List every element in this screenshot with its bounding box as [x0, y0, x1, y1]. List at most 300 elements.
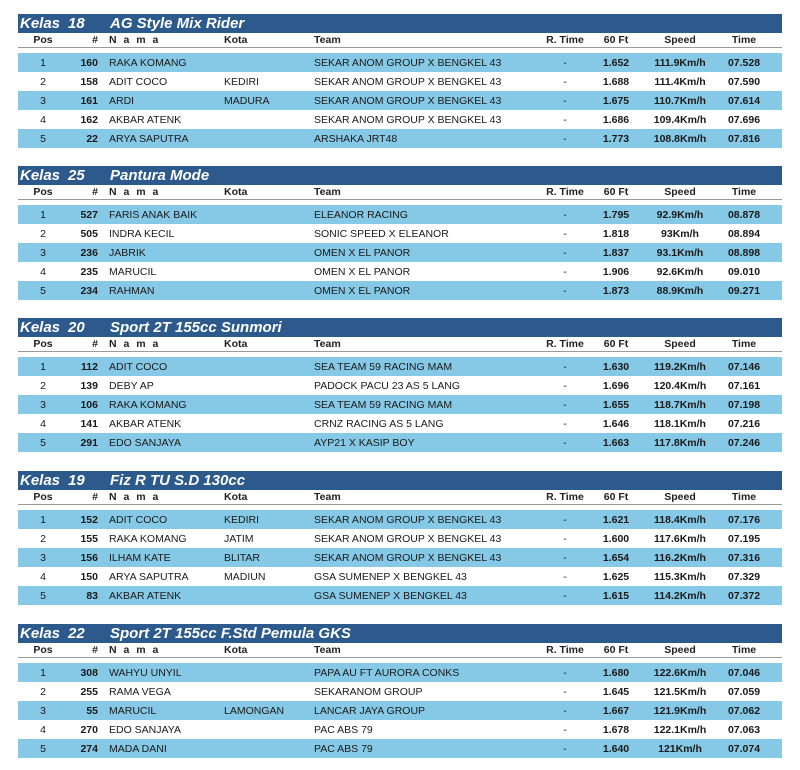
cell-nama: JABRIK: [109, 247, 146, 259]
column-header-kota: Kota: [224, 338, 248, 350]
cell-pos: 4: [40, 114, 46, 126]
table-row: [18, 567, 782, 586]
cell-pos: 2: [40, 380, 46, 392]
cell-num: 160: [80, 57, 98, 69]
cell-time: 07.059: [727, 686, 761, 698]
cell-team: SEKAR ANOM GROUP X BENGKEL 43: [314, 57, 502, 69]
table-row: [18, 72, 782, 91]
cell-team: AYP21 X KASIP BOY: [314, 437, 415, 449]
cell-nama: ARYA SAPUTRA: [109, 571, 189, 583]
cell-ft60: 1.630: [602, 361, 630, 373]
cell-time: 07.329: [727, 571, 761, 583]
column-header-rtime: R. Time: [546, 338, 584, 350]
cell-ft60: 1.667: [602, 705, 630, 717]
column-header-row: [18, 337, 782, 352]
column-header-ft60: 60 Ft: [603, 34, 629, 46]
cell-speed: 110.7Km/h: [654, 95, 706, 107]
cell-team: PAPA AU FT AURORA CONKS: [314, 667, 460, 679]
kelas-label: Kelas: [20, 472, 61, 489]
cell-kota: JATIM: [224, 533, 254, 545]
cell-speed: 93.1Km/h: [656, 247, 704, 259]
kelas-section: [18, 624, 782, 758]
column-header-ft60: 60 Ft: [603, 644, 629, 656]
cell-team: SEKAR ANOM GROUP X BENGKEL 43: [314, 533, 502, 545]
column-header-kota: Kota: [224, 186, 248, 198]
cell-speed: 92.6Km/h: [656, 266, 704, 278]
column-header-nama: N a m a: [109, 186, 161, 198]
cell-ft60: 1.621: [602, 514, 630, 526]
column-header-team: Team: [314, 491, 341, 503]
cell-ft60: 1.906: [602, 266, 630, 278]
cell-nama: DEBY AP: [109, 380, 154, 392]
column-header-team: Team: [314, 338, 341, 350]
cell-pos: 3: [40, 95, 46, 107]
cell-rtime: -: [563, 686, 567, 698]
column-header-rtime: R. Time: [546, 34, 584, 46]
table-row: [18, 701, 782, 720]
column-header-time: Time: [731, 644, 757, 656]
cell-nama: ARYA SAPUTRA: [109, 133, 189, 145]
cell-nama: MADA DANI: [109, 743, 167, 755]
cell-rtime: -: [563, 743, 567, 755]
cell-ft60: 1.837: [602, 247, 630, 259]
cell-num: 274: [80, 743, 98, 755]
cell-time: 09.010: [727, 266, 761, 278]
kelas-number: 18: [68, 15, 85, 32]
cell-team: GSA SUMENEP X BENGKEL 43: [314, 571, 467, 583]
cell-speed: 121Km/h: [658, 743, 702, 755]
kelas-section: [18, 166, 782, 300]
column-header-row: [18, 33, 782, 48]
table-row: [18, 376, 782, 395]
cell-team: SEKAR ANOM GROUP X BENGKEL 43: [314, 114, 502, 126]
column-header-kota: Kota: [224, 34, 248, 46]
cell-speed: 120.4Km/h: [653, 380, 707, 392]
column-header-num: #: [92, 338, 98, 350]
cell-time: 07.195: [727, 533, 761, 545]
cell-rtime: -: [563, 590, 567, 602]
table-row: [18, 682, 782, 701]
table-row: [18, 129, 782, 148]
table-row: [18, 91, 782, 110]
kelas-title: Fiz R TU S.D 130cc: [110, 472, 246, 489]
cell-rtime: -: [563, 76, 567, 88]
cell-ft60: 1.640: [602, 743, 630, 755]
cell-speed: 115.3Km/h: [654, 571, 706, 583]
cell-ft60: 1.663: [602, 437, 630, 449]
cell-num: 161: [80, 95, 98, 107]
cell-rtime: -: [563, 552, 567, 564]
cell-pos: 5: [40, 437, 46, 449]
cell-speed: 116.2Km/h: [654, 552, 706, 564]
cell-num: 255: [80, 686, 98, 698]
cell-pos: 2: [40, 228, 46, 240]
cell-speed: 88.9Km/h: [656, 285, 704, 297]
cell-speed: 122.6Km/h: [653, 667, 707, 679]
table-row: [18, 243, 782, 262]
cell-num: 152: [80, 514, 98, 526]
cell-rtime: -: [563, 285, 567, 297]
cell-rtime: -: [563, 361, 567, 373]
cell-num: 308: [80, 667, 98, 679]
column-header-nama: N a m a: [109, 338, 161, 350]
cell-rtime: -: [563, 228, 567, 240]
cell-team: OMEN X EL PANOR: [314, 266, 411, 278]
cell-ft60: 1.615: [602, 590, 630, 602]
cell-nama: ILHAM KATE: [109, 552, 171, 564]
cell-team: ARSHAKA JRT48: [314, 133, 398, 145]
column-header-rtime: R. Time: [546, 186, 584, 198]
cell-nama: EDO SANJAYA: [109, 437, 181, 449]
cell-time: 07.696: [727, 114, 761, 126]
column-header-team: Team: [314, 644, 341, 656]
cell-nama: RAKA KOMANG: [109, 399, 187, 411]
cell-num: 150: [80, 571, 98, 583]
cell-nama: AKBAR ATENK: [109, 590, 182, 602]
table-row: [18, 433, 782, 452]
cell-kota: MADIUN: [224, 571, 266, 583]
kelas-number: 22: [68, 625, 85, 642]
cell-time: 07.046: [727, 667, 761, 679]
column-header-time: Time: [731, 491, 757, 503]
kelas-label: Kelas: [20, 167, 61, 184]
cell-pos: 1: [40, 514, 46, 526]
cell-ft60: 1.696: [602, 380, 630, 392]
cell-kota: MADURA: [224, 95, 270, 107]
cell-time: 08.894: [727, 228, 761, 240]
cell-rtime: -: [563, 667, 567, 679]
kelas-title-bar: [18, 14, 782, 33]
cell-speed: 117.8Km/h: [654, 437, 706, 449]
cell-num: 141: [80, 418, 98, 430]
table-row: [18, 663, 782, 682]
column-header-time: Time: [731, 338, 757, 350]
cell-rtime: -: [563, 380, 567, 392]
cell-time: 07.062: [727, 705, 761, 717]
cell-num: 156: [80, 552, 98, 564]
table-row: [18, 53, 782, 72]
cell-pos: 4: [40, 571, 46, 583]
cell-ft60: 1.625: [602, 571, 630, 583]
cell-speed: 118.1Km/h: [654, 418, 706, 430]
cell-kota: KEDIRI: [224, 514, 260, 526]
table-row: [18, 586, 782, 605]
cell-rtime: -: [563, 57, 567, 69]
cell-time: 09.271: [727, 285, 761, 297]
cell-num: 505: [80, 228, 98, 240]
kelas-section: [18, 14, 782, 148]
table-row: [18, 357, 782, 376]
cell-team: PAC ABS 79: [314, 724, 373, 736]
cell-nama: WAHYU UNYIL: [109, 667, 182, 679]
column-header-team: Team: [314, 186, 341, 198]
cell-rtime: -: [563, 209, 567, 221]
cell-time: 07.246: [727, 437, 761, 449]
cell-ft60: 1.686: [602, 114, 630, 126]
cell-pos: 1: [40, 57, 46, 69]
column-header-num: #: [92, 186, 98, 198]
column-header-nama: N a m a: [109, 644, 161, 656]
cell-num: 55: [86, 705, 98, 717]
cell-team: OMEN X EL PANOR: [314, 285, 411, 297]
cell-num: 158: [80, 76, 98, 88]
column-header-ft60: 60 Ft: [603, 491, 629, 503]
cell-pos: 5: [40, 133, 46, 145]
cell-rtime: -: [563, 399, 567, 411]
cell-speed: 121.9Km/h: [653, 705, 707, 717]
cell-pos: 1: [40, 361, 46, 373]
cell-kota: KEDIRI: [224, 76, 260, 88]
cell-ft60: 1.818: [602, 228, 630, 240]
cell-nama: RAMA VEGA: [109, 686, 171, 698]
column-header-time: Time: [731, 34, 757, 46]
cell-ft60: 1.773: [602, 133, 630, 145]
cell-num: 527: [80, 209, 98, 221]
cell-speed: 121.5Km/h: [653, 686, 707, 698]
cell-num: 106: [80, 399, 98, 411]
column-header-nama: N a m a: [109, 491, 161, 503]
cell-speed: 119.2Km/h: [654, 361, 706, 373]
cell-speed: 122.1Km/h: [653, 724, 707, 736]
cell-rtime: -: [563, 418, 567, 430]
cell-ft60: 1.680: [602, 667, 630, 679]
cell-num: 291: [80, 437, 98, 449]
cell-pos: 4: [40, 724, 46, 736]
cell-team: SEKAR ANOM GROUP X BENGKEL 43: [314, 76, 502, 88]
kelas-number: 19: [68, 472, 85, 489]
table-row: [18, 224, 782, 243]
cell-pos: 1: [40, 667, 46, 679]
column-header-pos: Pos: [33, 644, 53, 656]
cell-nama: ADIT COCO: [109, 514, 168, 526]
column-header-pos: Pos: [33, 338, 53, 350]
column-header-row: [18, 490, 782, 505]
kelas-title-bar: [18, 471, 782, 490]
cell-team: SEA TEAM 59 RACING MAM: [314, 361, 453, 373]
cell-num: 139: [80, 380, 98, 392]
cell-num: 162: [80, 114, 98, 126]
cell-rtime: -: [563, 571, 567, 583]
column-header-num: #: [92, 644, 98, 656]
cell-pos: 4: [40, 266, 46, 278]
table-row: [18, 110, 782, 129]
cell-team: PAC ABS 79: [314, 743, 373, 755]
column-header-num: #: [92, 491, 98, 503]
cell-num: 83: [86, 590, 98, 602]
cell-nama: MARUCIL: [109, 266, 157, 278]
cell-nama: ADIT COCO: [109, 76, 168, 88]
kelas-title-bar: [18, 166, 782, 185]
cell-speed: 111.9Km/h: [654, 57, 706, 69]
table-row: [18, 548, 782, 567]
cell-nama: RAKA KOMANG: [109, 57, 187, 69]
cell-speed: 117.6Km/h: [654, 533, 706, 545]
column-header-speed: Speed: [664, 491, 696, 503]
cell-pos: 4: [40, 418, 46, 430]
cell-rtime: -: [563, 437, 567, 449]
cell-speed: 108.8Km/h: [653, 133, 707, 145]
cell-num: 236: [80, 247, 98, 259]
cell-time: 08.898: [727, 247, 761, 259]
table-row: [18, 529, 782, 548]
cell-team: LANCAR JAYA GROUP: [314, 705, 426, 717]
cell-pos: 3: [40, 705, 46, 717]
cell-rtime: -: [563, 514, 567, 526]
cell-speed: 118.4Km/h: [654, 514, 706, 526]
cell-speed: 118.7Km/h: [654, 399, 706, 411]
column-header-row: [18, 643, 782, 658]
column-header-rtime: R. Time: [546, 644, 584, 656]
cell-rtime: -: [563, 95, 567, 107]
cell-time: 07.590: [727, 76, 761, 88]
cell-team: SEKAR ANOM GROUP X BENGKEL 43: [314, 95, 502, 107]
column-header-pos: Pos: [33, 491, 53, 503]
cell-rtime: -: [563, 533, 567, 545]
column-header-num: #: [92, 34, 98, 46]
cell-time: 07.614: [727, 95, 761, 107]
table-row: [18, 510, 782, 529]
cell-ft60: 1.652: [602, 57, 630, 69]
kelas-label: Kelas: [20, 625, 61, 642]
cell-time: 07.063: [727, 724, 761, 736]
cell-nama: AKBAR ATENK: [109, 418, 182, 430]
cell-time: 07.146: [727, 361, 761, 373]
cell-pos: 3: [40, 247, 46, 259]
cell-team: SEKARANOM GROUP: [314, 686, 423, 698]
cell-ft60: 1.675: [602, 95, 630, 107]
cell-num: 112: [81, 361, 98, 373]
cell-nama: MARUCIL: [109, 705, 157, 717]
kelas-title: Pantura Mode: [110, 167, 210, 184]
cell-ft60: 1.645: [602, 686, 630, 698]
cell-pos: 2: [40, 533, 46, 545]
table-row: [18, 414, 782, 433]
table-row: [18, 262, 782, 281]
cell-team: ELEANOR RACING: [314, 209, 408, 221]
cell-nama: EDO SANJAYA: [109, 724, 181, 736]
cell-nama: RAHMAN: [109, 285, 155, 297]
cell-speed: 114.2Km/h: [654, 590, 706, 602]
column-header-speed: Speed: [664, 186, 696, 198]
cell-speed: 109.4Km/h: [653, 114, 707, 126]
cell-rtime: -: [563, 705, 567, 717]
cell-time: 08.878: [727, 209, 761, 221]
kelas-title: AG Style Mix Rider: [110, 15, 245, 32]
cell-time: 07.816: [727, 133, 761, 145]
cell-nama: ADIT COCO: [109, 361, 168, 373]
column-header-pos: Pos: [33, 186, 53, 198]
cell-ft60: 1.873: [602, 285, 630, 297]
cell-time: 07.316: [727, 552, 761, 564]
cell-nama: ARDI: [109, 95, 135, 107]
cell-ft60: 1.646: [602, 418, 630, 430]
cell-time: 07.372: [727, 590, 761, 602]
kelas-section: [18, 318, 782, 452]
cell-num: 234: [80, 285, 98, 297]
cell-speed: 93Km/h: [661, 228, 699, 240]
cell-kota: LAMONGAN: [224, 705, 285, 717]
cell-rtime: -: [563, 247, 567, 259]
cell-nama: INDRA KECIL: [109, 228, 175, 240]
kelas-label: Kelas: [20, 15, 61, 32]
cell-rtime: -: [563, 133, 567, 145]
cell-ft60: 1.600: [602, 533, 630, 545]
cell-num: 155: [80, 533, 98, 545]
cell-nama: FARIS ANAK BAIK: [109, 209, 198, 221]
cell-kota: BLITAR: [224, 552, 260, 564]
cell-pos: 5: [40, 590, 46, 602]
column-header-speed: Speed: [664, 644, 696, 656]
cell-rtime: -: [563, 266, 567, 278]
cell-team: OMEN X EL PANOR: [314, 247, 411, 259]
column-header-time: Time: [731, 186, 757, 198]
cell-time: 07.216: [727, 418, 761, 430]
cell-time: 07.074: [727, 743, 761, 755]
kelas-title-bar: [18, 318, 782, 337]
kelas-label: Kelas: [20, 319, 61, 336]
cell-pos: 2: [40, 686, 46, 698]
cell-rtime: -: [563, 114, 567, 126]
cell-rtime: -: [563, 724, 567, 736]
cell-time: 07.176: [727, 514, 761, 526]
table-row: [18, 720, 782, 739]
cell-team: SEKAR ANOM GROUP X BENGKEL 43: [314, 552, 502, 564]
cell-nama: RAKA KOMANG: [109, 533, 187, 545]
cell-num: 270: [80, 724, 98, 736]
cell-pos: 2: [40, 76, 46, 88]
column-header-speed: Speed: [664, 34, 696, 46]
table-row: [18, 205, 782, 224]
kelas-title-bar: [18, 624, 782, 643]
kelas-title: Sport 2T 155cc Sunmori: [110, 319, 282, 336]
kelas-number: 25: [68, 167, 85, 184]
cell-pos: 5: [40, 743, 46, 755]
cell-team: GSA SUMENEP X BENGKEL 43: [314, 590, 467, 602]
cell-pos: 1: [40, 209, 46, 221]
kelas-section: [18, 471, 782, 605]
column-header-ft60: 60 Ft: [603, 186, 629, 198]
cell-pos: 3: [40, 552, 46, 564]
table-row: [18, 739, 782, 758]
cell-team: SONIC SPEED X ELEANOR: [314, 228, 449, 240]
column-header-pos: Pos: [33, 34, 53, 46]
cell-speed: 92.9Km/h: [656, 209, 704, 221]
kelas-title: Sport 2T 155cc F.Std Pemula GKS: [110, 625, 351, 642]
cell-ft60: 1.678: [602, 724, 630, 736]
cell-pos: 5: [40, 285, 46, 297]
cell-team: SEKAR ANOM GROUP X BENGKEL 43: [314, 514, 502, 526]
column-header-nama: N a m a: [109, 34, 161, 46]
cell-team: SEA TEAM 59 RACING MAM: [314, 399, 453, 411]
cell-ft60: 1.654: [602, 552, 630, 564]
column-header-kota: Kota: [224, 491, 248, 503]
cell-num: 22: [86, 133, 98, 145]
column-header-speed: Speed: [664, 338, 696, 350]
cell-team: CRNZ RACING AS 5 LANG: [314, 418, 444, 430]
cell-num: 235: [80, 266, 98, 278]
table-row: [18, 281, 782, 300]
column-header-team: Team: [314, 34, 341, 46]
cell-time: 07.198: [727, 399, 761, 411]
cell-speed: 111.4Km/h: [654, 76, 706, 88]
cell-ft60: 1.655: [602, 399, 630, 411]
column-header-rtime: R. Time: [546, 491, 584, 503]
column-header-kota: Kota: [224, 644, 248, 656]
cell-pos: 3: [40, 399, 46, 411]
cell-time: 07.528: [727, 57, 761, 69]
cell-team: PADOCK PACU 23 AS 5 LANG: [314, 380, 461, 392]
table-row: [18, 395, 782, 414]
